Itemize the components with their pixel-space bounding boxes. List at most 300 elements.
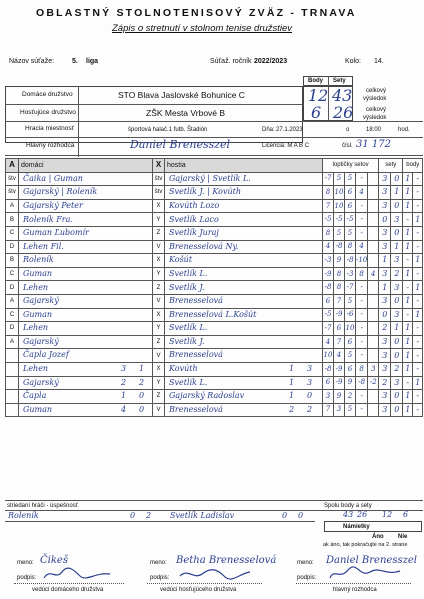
home-team-label: Domáce družstvo xyxy=(22,91,73,98)
sety-label: Sety xyxy=(333,78,346,84)
set-score: - xyxy=(356,294,368,308)
row-code: Y xyxy=(153,267,165,281)
home-player-vp xyxy=(19,390,153,404)
table-row xyxy=(6,281,423,295)
away-player-vp xyxy=(165,362,323,376)
sets-away: 3 xyxy=(391,376,403,390)
away-losses: 0 xyxy=(307,391,313,401)
home-player: Čaika | Guman xyxy=(19,172,153,186)
home-player: Gajarský xyxy=(19,294,153,308)
body-away: - xyxy=(413,362,423,376)
set-score: 8 xyxy=(323,186,334,200)
away-team-name: ZŠK Mesta Vrbové B xyxy=(146,108,226,118)
sets-away: 0 xyxy=(391,335,403,349)
home-leader-role: vedúci domáceho družstva xyxy=(32,587,104,593)
referee-signature-label: podpis: xyxy=(297,575,317,581)
away-leader-role: vedúci hosťujúceho družstva xyxy=(160,587,237,593)
set-score: - xyxy=(356,281,368,295)
body-home: - xyxy=(403,376,413,390)
table-row xyxy=(6,226,423,240)
table-row xyxy=(6,186,423,200)
sub-away-v: 0 xyxy=(282,511,288,520)
home-player: Gajarský xyxy=(19,335,153,349)
table-row xyxy=(6,376,423,390)
home-body: 12 xyxy=(308,86,329,105)
row-code: Y xyxy=(153,213,165,227)
body-away: - xyxy=(413,240,423,254)
set-score xyxy=(368,281,379,295)
home-player: Lehen Fil. xyxy=(19,240,153,254)
set-score: -8 xyxy=(323,362,334,376)
away-player-vp xyxy=(165,403,323,417)
sub-away-name: Svetlík Ladislav xyxy=(170,511,235,520)
licence-number: 31 172 xyxy=(356,139,391,150)
body-home: 1 xyxy=(403,240,413,254)
total-away-body: 6 xyxy=(403,510,409,519)
time-unit: hod. xyxy=(398,127,410,133)
set-score: 8 xyxy=(356,267,368,281)
set-score: - xyxy=(356,226,368,240)
home-signature-label: podpis: xyxy=(17,575,37,581)
row-code: Z xyxy=(153,226,165,240)
sets-home: 2 xyxy=(379,322,391,336)
set-score: 7 xyxy=(334,294,345,308)
table-row xyxy=(6,267,423,281)
row-code: X xyxy=(153,362,165,376)
home-player: Roleník xyxy=(19,254,153,268)
rule xyxy=(78,86,79,157)
row-code: C xyxy=(6,308,19,322)
body-away: - xyxy=(413,226,423,240)
set-score: 6 xyxy=(345,335,356,349)
body-home: 1 xyxy=(403,294,413,308)
objections-no[interactable]: Nie xyxy=(398,534,408,540)
away-player-vp xyxy=(165,376,323,390)
away-wins: 2 xyxy=(289,404,295,414)
time-prefix: o xyxy=(346,127,350,133)
set-score: 4 xyxy=(368,267,379,281)
sets-home: 0 xyxy=(379,213,391,227)
set-score: -3 xyxy=(323,254,334,268)
objections-yes[interactable]: Áno xyxy=(372,534,384,540)
sets-away: 2 xyxy=(391,267,403,281)
referee-role: hlavný rozhodca xyxy=(333,587,377,593)
sets-home: 3 xyxy=(379,349,391,363)
sets-away: 1 xyxy=(391,322,403,336)
home-losses: 1 xyxy=(139,363,145,373)
body-home: 1 xyxy=(403,267,413,281)
away-player: Brenesselová Ny. xyxy=(165,240,323,254)
date-label: Dňa: xyxy=(262,127,275,133)
set-score: 8 xyxy=(356,362,368,376)
away-player: Brenesselová xyxy=(169,350,223,360)
home-leader-signature xyxy=(40,566,120,582)
set-score: -8 xyxy=(334,240,345,254)
referee-name-label: meno: xyxy=(297,560,314,566)
sets-home: 3 xyxy=(379,186,391,200)
row-code: A xyxy=(6,199,19,213)
season-value: 2022/2023 xyxy=(254,58,288,65)
set-score: 5 xyxy=(334,172,345,186)
licence-label: Licencia: M A B C xyxy=(262,143,310,149)
body-home: 1 xyxy=(403,335,413,349)
col-home: domáci xyxy=(19,159,153,173)
col-away: hostia xyxy=(165,159,323,173)
away-player: Kovúth Lozo xyxy=(165,199,323,213)
sets-home: 3 xyxy=(379,294,391,308)
row-code: V xyxy=(153,403,165,417)
away-losses: 3 xyxy=(307,377,313,387)
table-row xyxy=(6,322,423,336)
row-code: X xyxy=(153,254,165,268)
set-score: 10 xyxy=(334,199,345,213)
set-score xyxy=(368,322,379,336)
body-home: 1 xyxy=(403,390,413,404)
set-score: 6 xyxy=(345,186,356,200)
sets-away: 1 xyxy=(391,186,403,200)
rule xyxy=(5,521,315,522)
home-player: Čapla Jozef xyxy=(23,350,69,360)
body-away: 1 xyxy=(413,376,423,390)
set-score: 7 xyxy=(323,199,334,213)
total-result-label: celkový xyxy=(366,88,387,94)
venue-value: športová halač.1 futb. Štadión xyxy=(128,127,208,133)
row-code xyxy=(6,349,19,363)
sets-home: 3 xyxy=(379,226,391,240)
set-score: 7 xyxy=(323,403,334,417)
sub-away-p: 0 xyxy=(298,511,304,520)
away-player: Gajarský Radoslav xyxy=(169,391,245,401)
row-code: štv xyxy=(153,186,165,200)
set-score: -10 xyxy=(356,254,368,268)
home-wins: 2 xyxy=(121,377,127,387)
away-player: Gajarský | Svetlík L. xyxy=(165,172,323,186)
home-player: Gajarský Peter xyxy=(19,199,153,213)
set-score: 4 xyxy=(323,240,334,254)
objections-note: ak áno, tak pokračujte na 2. strane xyxy=(323,542,408,548)
row-code xyxy=(6,362,19,376)
set-score xyxy=(368,226,379,240)
sets-home: 3 xyxy=(379,403,391,417)
home-player: Čapla xyxy=(23,391,47,401)
sets-away: 3 xyxy=(391,281,403,295)
away-player-vp xyxy=(165,349,323,363)
away-player: Kovúth xyxy=(169,363,198,373)
row-code: V xyxy=(153,294,165,308)
body-away: - xyxy=(413,172,423,186)
row-code xyxy=(6,403,19,417)
time-value: 18:00 xyxy=(366,127,382,133)
away-player: Košút xyxy=(165,254,323,268)
away-wins: 1 xyxy=(289,377,295,387)
row-code: Y xyxy=(153,322,165,336)
table-header-row xyxy=(6,159,423,173)
set-score: - xyxy=(356,308,368,322)
totals-label: Spolu body a sety xyxy=(324,503,372,509)
set-score: 3 xyxy=(323,390,334,404)
objections-box xyxy=(324,521,422,532)
set-score xyxy=(368,335,379,349)
set-score: 5 xyxy=(345,294,356,308)
row-code: X xyxy=(153,199,165,213)
away-losses: 3 xyxy=(307,363,313,373)
table-row xyxy=(6,213,423,227)
set-score: - xyxy=(356,403,368,417)
set-score: 5 xyxy=(345,349,356,363)
away-player: Svetlík Juraj xyxy=(165,226,323,240)
away-player: Brenesselová xyxy=(169,404,223,414)
sets-away: 0 xyxy=(391,390,403,404)
sets-home: 3 xyxy=(379,362,391,376)
set-score xyxy=(368,213,379,227)
set-score: -7 xyxy=(323,322,334,336)
sub-home-name: Roleník xyxy=(8,511,39,520)
body-home: 1 xyxy=(403,403,413,417)
home-player-vp xyxy=(19,362,153,376)
home-player: Lehen xyxy=(23,363,49,373)
set-score xyxy=(368,403,379,417)
sub-home-p: 2 xyxy=(146,511,152,520)
set-score: 8 xyxy=(345,240,356,254)
row-code: Y xyxy=(153,376,165,390)
sets-away: 0 xyxy=(391,294,403,308)
away-leader-signature xyxy=(176,566,256,582)
home-player: Lehen xyxy=(19,322,153,336)
set-score: -9 xyxy=(323,267,334,281)
set-score: 4 xyxy=(356,240,368,254)
sets-home: 1 xyxy=(379,254,391,268)
table-row xyxy=(6,403,423,417)
home-team-name: STO Blava Jaslovské Bohunice C xyxy=(118,90,245,100)
set-score: - xyxy=(356,390,368,404)
set-score: 8 xyxy=(323,226,334,240)
set-score: 10 xyxy=(323,349,334,363)
set-score: - xyxy=(356,213,368,227)
sets-away: 3 xyxy=(391,254,403,268)
home-wins: 4 xyxy=(121,404,127,414)
table-row xyxy=(6,335,423,349)
away-player: Svetlík Laco xyxy=(165,213,323,227)
row-code: štv xyxy=(6,172,19,186)
home-player: Guman xyxy=(23,404,53,414)
set-score: -5 xyxy=(323,308,334,322)
home-player: Lehen xyxy=(19,281,153,295)
body-away: - xyxy=(413,267,423,281)
objections-label: Námietky xyxy=(343,524,370,530)
away-wins: 1 xyxy=(289,363,295,373)
set-score: -5 xyxy=(345,213,356,227)
away-player: Svetlík L. xyxy=(165,267,323,281)
home-losses: 0 xyxy=(139,404,145,414)
sets-away: 0 xyxy=(391,349,403,363)
sets-home: 3 xyxy=(379,335,391,349)
set-score: 8 xyxy=(334,267,345,281)
away-signature-label: podpis: xyxy=(150,575,170,581)
sets-home: 3 xyxy=(379,199,391,213)
home-player-vp xyxy=(19,349,153,363)
away-player: Svetlík J. xyxy=(165,281,323,295)
col-a: A xyxy=(6,159,19,173)
set-score xyxy=(368,349,379,363)
set-score xyxy=(368,254,379,268)
table-row xyxy=(6,294,423,308)
home-player-vp xyxy=(19,376,153,390)
body-home: 1 xyxy=(403,322,413,336)
row-code: A xyxy=(6,294,19,308)
row-code xyxy=(6,390,19,404)
home-player: Guman xyxy=(19,308,153,322)
rule xyxy=(5,121,423,122)
away-player: Svetlík J. xyxy=(165,335,323,349)
away-leader-name: Betha Brenesselová xyxy=(176,555,277,566)
home-wins: 3 xyxy=(121,363,127,373)
set-score: 4 xyxy=(356,186,368,200)
body-away: - xyxy=(413,322,423,336)
col-sets: loptičky setov xyxy=(323,159,379,173)
set-score: - xyxy=(356,322,368,336)
sets-away: 3 xyxy=(391,213,403,227)
set-score: 7 xyxy=(334,335,345,349)
away-player-vp xyxy=(165,390,323,404)
set-score: - xyxy=(356,335,368,349)
set-score: 3 xyxy=(334,403,345,417)
set-score: -9 xyxy=(334,362,345,376)
home-player: Gajarský | Roleník xyxy=(19,186,153,200)
set-score xyxy=(368,240,379,254)
referee-name: Daniel Brenesszel xyxy=(130,138,231,151)
home-sety: 43 xyxy=(332,86,353,105)
body-home: 1 xyxy=(403,186,413,200)
sets-away: 3 xyxy=(391,308,403,322)
rule xyxy=(296,583,411,584)
set-score: 4 xyxy=(323,335,334,349)
total-result-label: výsledok xyxy=(363,115,387,121)
body-label: Body xyxy=(308,78,323,84)
set-score: -9 xyxy=(334,376,345,390)
home-losses: 2 xyxy=(139,377,145,387)
set-score xyxy=(368,308,379,322)
away-losses: 2 xyxy=(307,404,313,414)
set-score: 3 xyxy=(368,362,379,376)
body-away: - xyxy=(413,294,423,308)
table-row xyxy=(6,254,423,268)
home-leader-name-label: meno: xyxy=(17,560,34,566)
sets-home: 2 xyxy=(379,376,391,390)
set-score xyxy=(368,172,379,186)
set-score: 6 xyxy=(334,322,345,336)
sets-away: 1 xyxy=(391,240,403,254)
set-score: 9 xyxy=(334,390,345,404)
set-score: -6 xyxy=(345,308,356,322)
home-wins: 1 xyxy=(121,391,127,401)
body-home: - xyxy=(403,254,413,268)
row-code xyxy=(6,376,19,390)
set-score: -8 xyxy=(323,281,334,295)
round-label: Kolo: xyxy=(345,58,361,65)
set-score: 5 xyxy=(345,403,356,417)
rule xyxy=(5,104,303,105)
total-result-label: celkový xyxy=(366,107,387,113)
set-score: 10 xyxy=(334,186,345,200)
set-score xyxy=(368,186,379,200)
matches-table xyxy=(5,158,423,417)
home-player: Guman Ľubomír xyxy=(19,226,153,240)
body-away: 1 xyxy=(413,254,423,268)
body-home: 1 xyxy=(403,226,413,240)
form-subtitle: Zápis o stretnutí v stolnom tenise družstiev xyxy=(112,23,293,34)
row-code: štv xyxy=(153,172,165,186)
competition-value: 5. xyxy=(72,58,78,65)
rule xyxy=(5,155,423,156)
away-player: Brenesselová L.Košút xyxy=(165,308,323,322)
set-score: - xyxy=(356,172,368,186)
away-team-label: Hosťujúce družstvo xyxy=(20,109,76,116)
row-code: Z xyxy=(153,390,165,404)
set-score: -5 xyxy=(334,213,345,227)
body-away: - xyxy=(413,199,423,213)
set-score: 10 xyxy=(345,322,356,336)
total-result-label: výsledok xyxy=(363,96,387,102)
total-away-sets: 26 xyxy=(357,510,368,519)
set-score: 2 xyxy=(345,390,356,404)
home-player: Gajarský xyxy=(23,377,59,387)
rule xyxy=(14,583,124,584)
body-home: 1 xyxy=(403,199,413,213)
row-code: Z xyxy=(153,335,165,349)
set-score: -5 xyxy=(323,213,334,227)
away-player: Svetlík L. xyxy=(169,377,208,387)
sub-home-v: 0 xyxy=(130,511,136,520)
body-home: 1 xyxy=(403,362,413,376)
row-code: D xyxy=(6,322,19,336)
set-score: -7 xyxy=(323,172,334,186)
competition-label: Názov súťaže: xyxy=(9,58,55,65)
sets-home: 1 xyxy=(379,281,391,295)
body-away: 1 xyxy=(413,281,423,295)
table-row xyxy=(6,172,423,186)
away-player: Brenesselová xyxy=(165,294,323,308)
col-sety: sety xyxy=(379,159,403,173)
home-losses: 0 xyxy=(139,391,145,401)
sets-home: 3 xyxy=(379,390,391,404)
sets-away: 0 xyxy=(391,403,403,417)
round-value: 14. xyxy=(374,58,384,65)
row-code: D xyxy=(6,281,19,295)
sets-away: 0 xyxy=(391,172,403,186)
sets-home: 3 xyxy=(379,267,391,281)
sets-away: 2 xyxy=(391,362,403,376)
body-away: - xyxy=(413,186,423,200)
set-score: 8 xyxy=(334,281,345,295)
set-score: -9 xyxy=(334,308,345,322)
sets-away: 0 xyxy=(391,199,403,213)
set-score: 6 xyxy=(345,362,356,376)
table-row xyxy=(6,349,423,363)
away-player: Svetlík J. | Kovúth xyxy=(165,186,323,200)
set-score: -8 xyxy=(356,376,368,390)
away-sety: 26 xyxy=(333,103,354,122)
home-player: Guman xyxy=(19,267,153,281)
set-score: 6 xyxy=(323,294,334,308)
set-score: -8 xyxy=(345,254,356,268)
body-away: - xyxy=(413,390,423,404)
set-score: -7 xyxy=(345,281,356,295)
col-x: X xyxy=(153,159,165,173)
referee-label: Hlavný rozhodca xyxy=(26,142,75,149)
sets-home: 3 xyxy=(379,240,391,254)
row-code: A xyxy=(6,335,19,349)
col-body: body xyxy=(403,159,423,173)
